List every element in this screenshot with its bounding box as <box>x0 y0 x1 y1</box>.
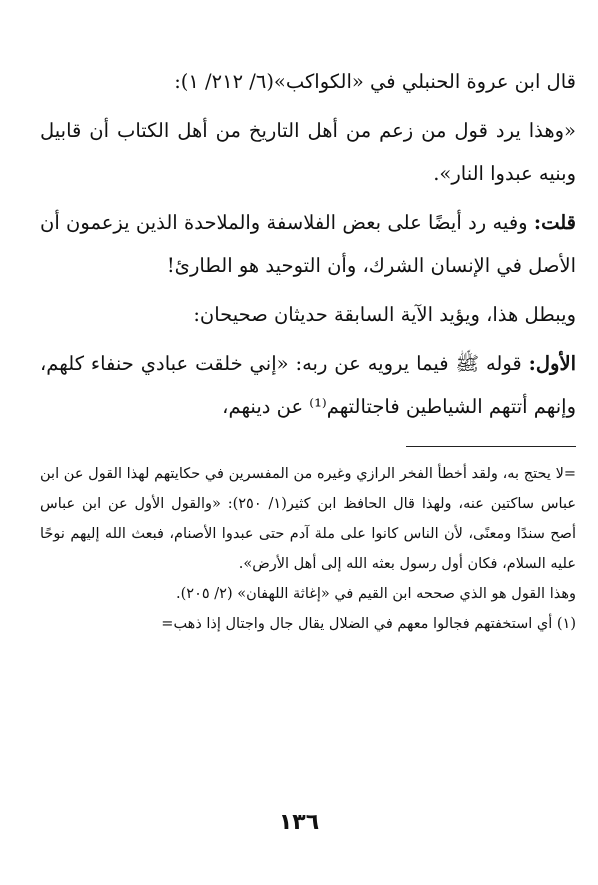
paragraph-first-hadith <box>40 342 576 428</box>
first-hadith-lead: الأول: <box>528 352 576 375</box>
paragraph-comment <box>40 201 576 287</box>
comment-lead: قلت: <box>533 211 576 234</box>
footnotes <box>40 459 576 639</box>
footnote-ibn-qayyim: وهذا القول هو الذي صححه ابن القيم في «إغاثة اللهفان» (٢/ ٢٠٥). <box>176 586 576 602</box>
page-number: ١٣٦ <box>278 810 320 835</box>
paragraph-hadith-intro: ويبطل هذا، ويؤيد الآية السابقة حديثان صحيحان: <box>193 303 576 326</box>
paragraph-quote: «وهذا يرد قول من زعم من أهل التاريخ من أهل الكتاب أن قابيل وبنيه عبدوا النار». <box>40 119 576 185</box>
footnote-1: (١) أي استخفتهم فجالوا معهم في الضلال يقال جال واجتال إذا ذهب= <box>161 616 576 632</box>
comment-text: وفيه رد أيضًا على بعض الفلاسفة والملاحدة الذين يزعمون أن الأصل في الإنسان الشرك، وأن التوحيد هو الطارئ! <box>40 211 576 277</box>
footnote-separator <box>406 446 576 447</box>
first-hadith-text: قوله ﷺ فيما يرويه عن ربه: «إني خلقت عبادي حنفاء كلهم، وإنهم أتتهم الشياطين فاجتالتهم⁽¹⁾ عن دينهم، <box>40 352 576 418</box>
paragraph-quote-intro: قال ابن عروة الحنبلي في «الكواكب»(٦/ ٢١٢/ ١): <box>174 70 576 93</box>
main-text <box>40 60 576 428</box>
footnote-continuation: =لا يحتج به، ولقد أخطأ الفخر الرازي وغيره من المفسرين في حكايتهم لهذا القول عن ابن عباس ساكتين عنه، ولهذا قال الحافظ ابن كثير(١/ ٢٥٠): «والقول الأول عن ابن عباس أصح سندًا ومعنًى، لأن الناس كانوا على ملة آدم حتى عبدوا الأصنام، فبعث الله إليهم نوحًا عليه السلام، فكان أول رسول بعثه الله إلى أهل الأرض». <box>40 466 576 572</box>
